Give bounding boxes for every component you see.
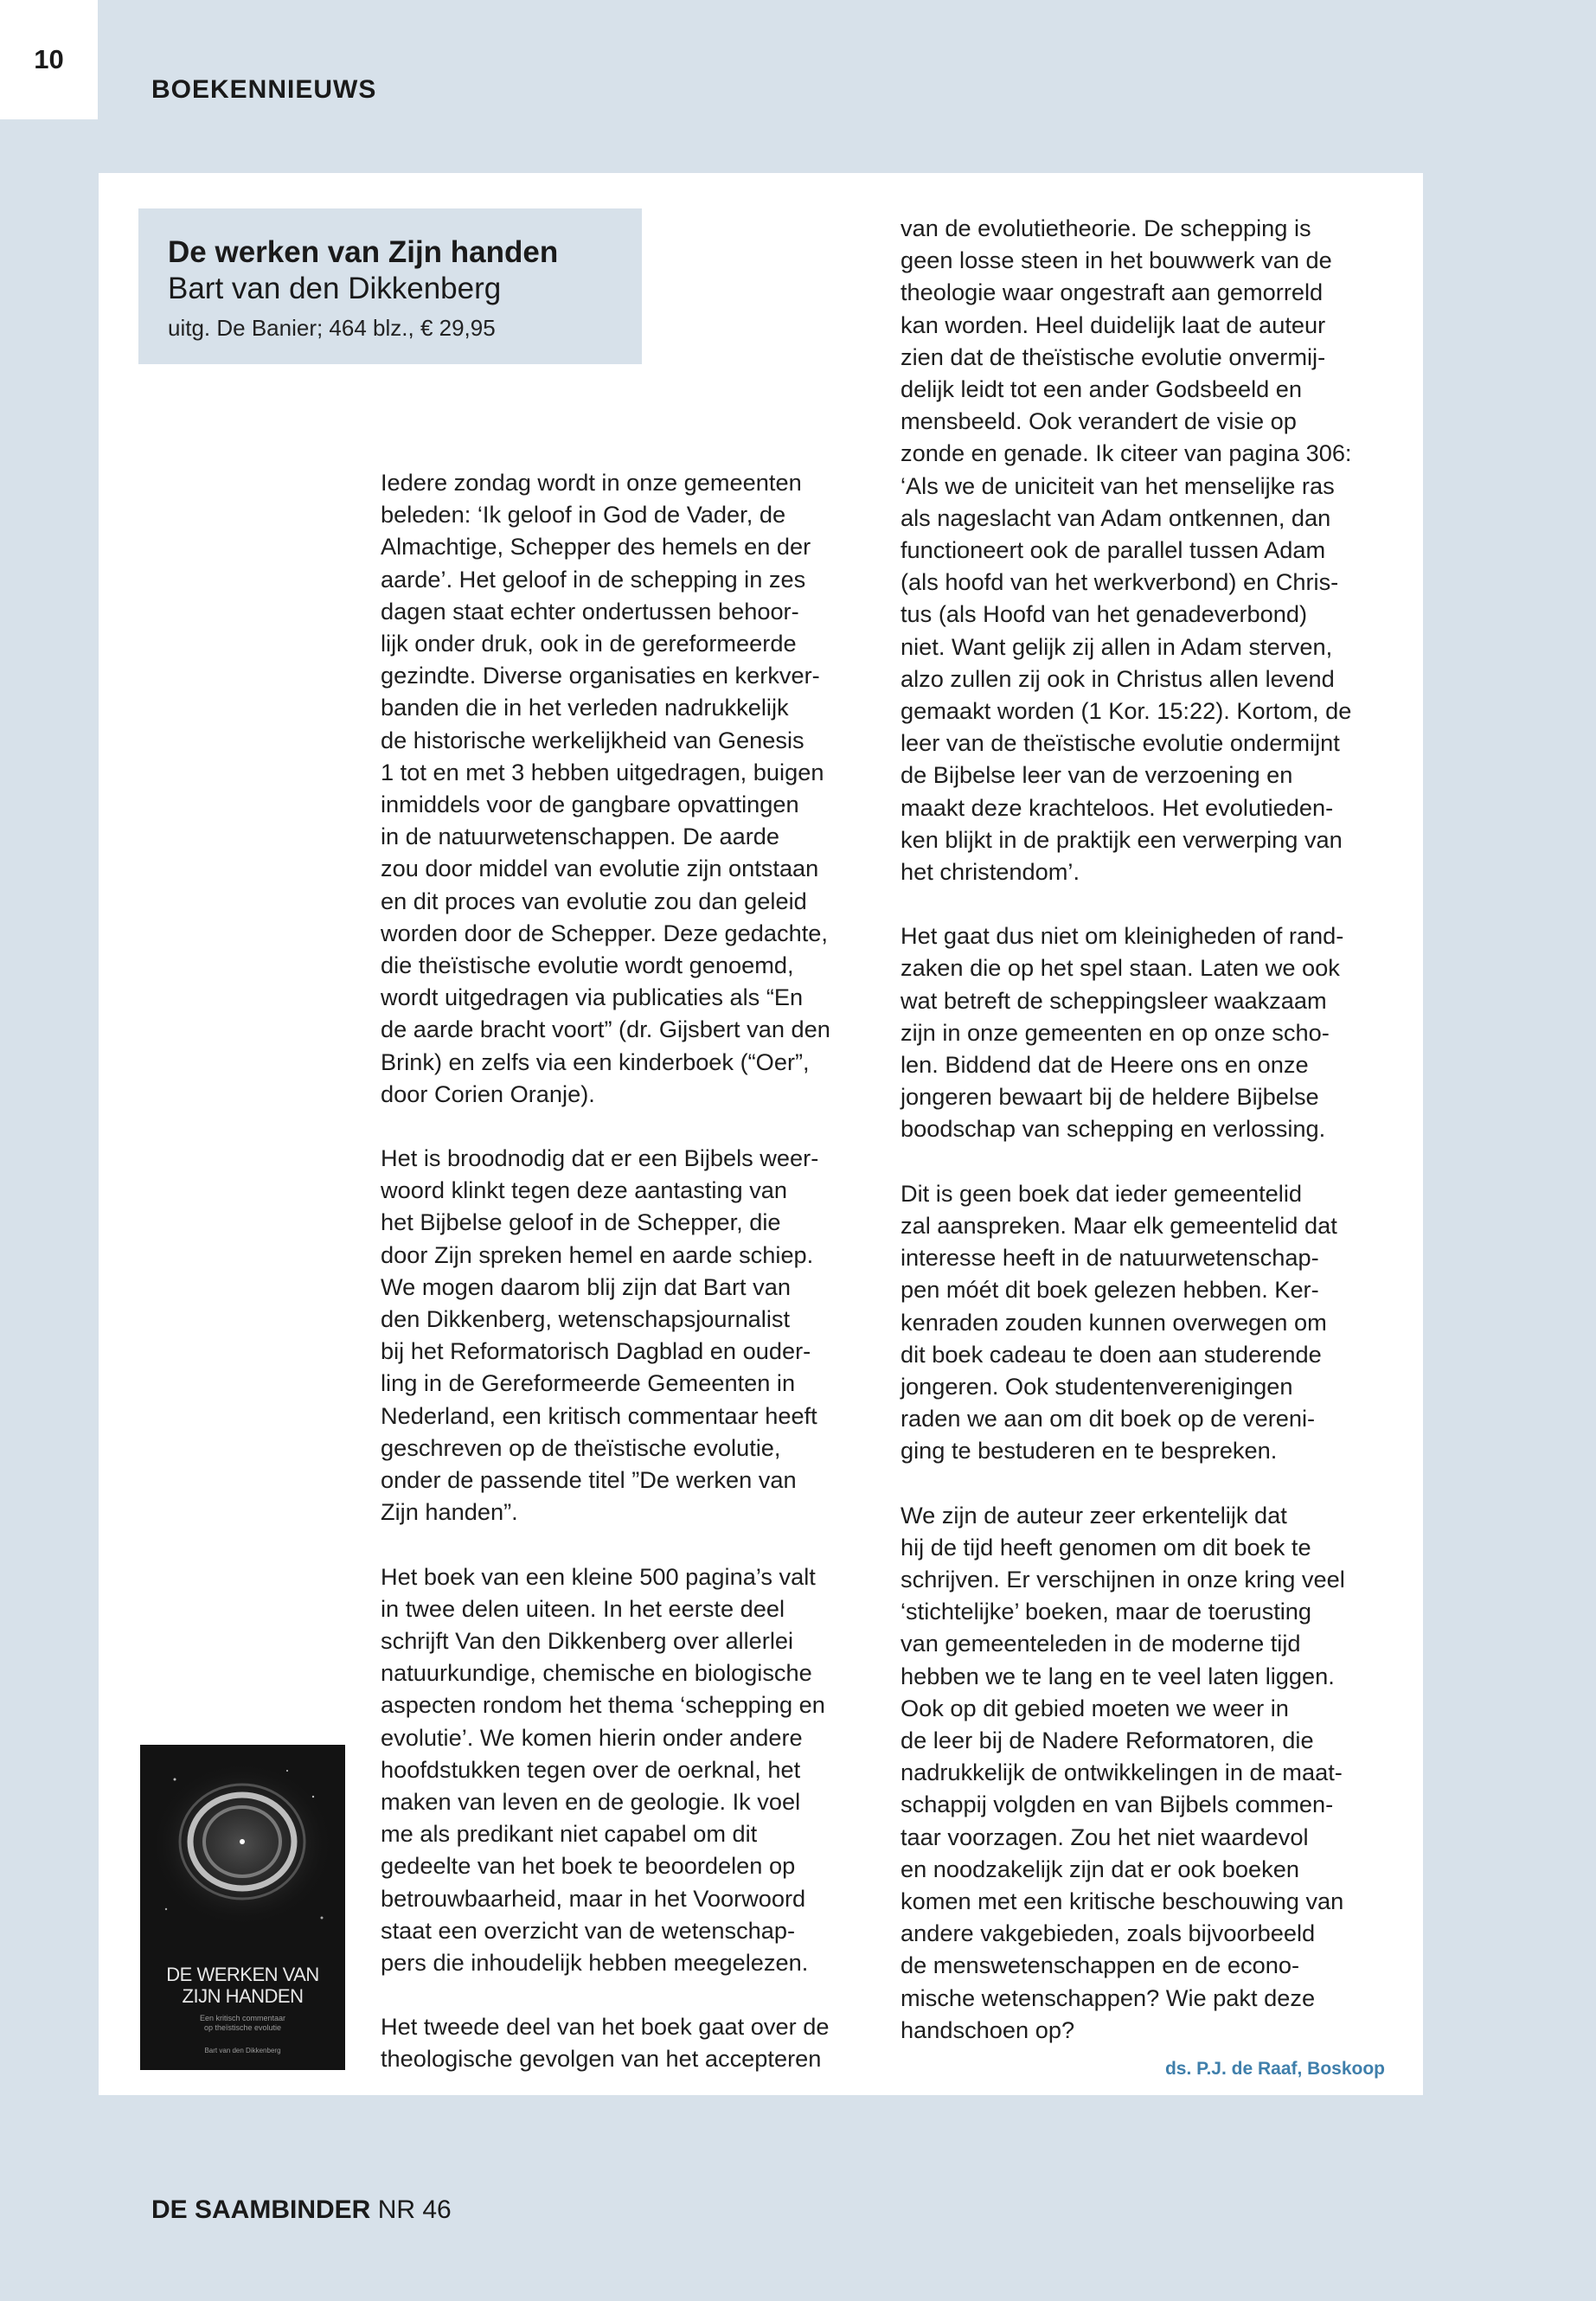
cover-title <box>140 1964 345 2007</box>
cover-subtitle: Een kritisch commentaar op theïstische evolutie <box>199 2014 286 2032</box>
article-column-left <box>381 466 865 2107</box>
book-cover-image <box>140 1745 345 2070</box>
cover-title-line: ZIJN HANDEN <box>182 1985 304 2007</box>
paragraph: Het is broodnodig dat er een Bijbels weer- woord klinkt tegen deze aantasting van het Bijbelse geloof in de Schepper, die door Zijn spreken hemel en aarde schiep. We mogen daarom blij zijn dat Bart van den Dikkenberg, wetenschapsjournalist bij het Reformatorisch Dagblad en ouder- ling in de Gereformeerde Gemeenten in Nederland, een kritisch commentaar heeft geschreven op de theïstische evolutie, onder de passende titel ”De werken van Zijn handen”. <box>381 1144 819 1526</box>
cover-title-line: DE WERKEN VAN <box>166 1964 319 1985</box>
article-card <box>99 173 1423 2095</box>
paragraph: Het tweede deel van het boek gaat over de theologische gevolgen van het accepteren <box>381 2013 830 2073</box>
paragraph: Het boek van een kleine 500 pagina’s valt in twee delen uiteen. In het eerste deel schrijft Van den Dikkenberg over allerlei natuurkundige, chemische en biologische aspecten rondom het thema ‘schepping en evolutie’. We komen hierin onder andere hoofdstukken tegen over de oerknal, het maken van leven en de geologie. Ik voel me als predikant niet capabel om dit gedeelte van het boek te beoordelen op betrouwbaarheid, maar in het Voorwoord staat een overzicht van de wetenschap- pers die inhoudelijk hebben meegelezen. <box>381 1562 825 1976</box>
book-title: De werken van Zijn handen <box>168 235 559 269</box>
paragraph: We zijn de auteur zeer erkentelijk dat hij de tijd heeft genomen om dit boek te schrijven. Er verschijnen in onze kring veel ‘stichtelijke’ boeken, maar de toerusting van gemeenteleden in de moderne tijd hebben we te lang en te veel laten liggen. Ook op dit gebied moeten we weer in de leer bij de Nadere Reformatoren, die nadrukkelijk de ontwikkelingen in de maat- schappij volgden en van Bijbels commen- taar voorzagen. Zou het niet waardevol en noodzakelijk zijn dat er ook boeken komen met een kritische beschouwing van andere vakgebieden, zoals bijvoorbeeld de menswetenschappen en de econo- mische wetenschappen? Wie pakt deze handschoen op? <box>901 1501 1345 2043</box>
paragraph: van de evolutietheorie. De schepping is geen losse steen in het bouwwerk van de theologie waar ongestraft aan gemorreld kan worden. Heel duidelijk laat de auteur zien dat de theïstische evolutie onvermij- delijk leidt tot een ander Godsbeeld en mensbeeld. Ook verandert de visie op zonde en genade. Ik citeer van pagina 306: ‘Als we de uniciteit van het menselijke ras als nageslacht van Adam ontkennen, dan functioneert ook de parallel tussen Adam (als hoofd van het werkverbond) en Chris- tus (als Hoofd van het genadeverbond) niet. Want gelijk zij allen in Adam sterven, alzo zullen zij ook in Christus allen levend gemaakt worden (1 Kor. 15:22). Kortom, de leer van de theïstische evolutie ondermijnt de Bijbelse leer van de verzoening en maakt deze krachteloos. Het evolutieden- ken blijkt in de praktijk een verwerping van het christendom’. <box>901 215 1352 886</box>
paragraph: Het gaat dus niet om kleinigheden of rand- zaken die op het spel staan. Laten we ook wat betreft de scheppingsleer waakzaam zijn in onze gemeenten en op onze scho- len. Biddend dat de Heere ons en onze jongeren bewaart bij de heldere Bijbelse boodschap van schepping en verlossing. <box>901 922 1344 1143</box>
magazine-name: DE SAAMBINDER <box>151 2195 371 2224</box>
paragraph: Iedere zondag wordt in onze gemeenten beleden: ‘Ik geloof in God de Vader, de Almachtige, Schepper des hemels en der aarde’. Het geloof in de schepping in zes dagen staat echter ondertussen behoor- lijk onder druk, ook in de gereformeerde gezindte. Diverse organisaties en kerkver- banden die in het verleden nadrukkelijk de historische werkelijkheid van Genesis 1 tot en met 3 hebben uitgedragen, buigen inmiddels voor de gangbare opvattingen in de natuurwetenschappen. De aarde zou door middel van evolutie zijn ontstaan en dit proces van evolutie zou dan geleid worden door de Schepper. Deze gedachte, die theïstische evolutie wordt genoemd, wordt uitgedragen via publicaties als “En de aarde bracht voort” (dr. Gijsbert van den Brink) en zelfs via een kinderboek (“Oer”, door Corien Oranje). <box>381 469 830 1107</box>
section-title: BOEKENNIEUWS <box>151 75 377 104</box>
page-number: 10 <box>0 0 98 119</box>
article-column-right <box>901 212 1385 2085</box>
book-details: uitg. De Banier; 464 blz., € 29,95 <box>168 315 496 341</box>
footer <box>151 2195 452 2225</box>
article-signature: ds. P.J. de Raaf, Boskoop <box>1164 2058 1385 2079</box>
book-author: Bart van den Dikkenberg <box>168 272 502 305</box>
issue-number: NR 46 <box>370 2195 452 2224</box>
book-info-box <box>138 208 642 364</box>
paragraph: Dit is geen boek dat ieder gemeentelid zal aanspreken. Maar elk gemeentelid dat interesse heeft in de natuurwetenschap- pen móét dit boek gelezen hebben. Ker- kenraden zouden kunnen overwegen om dit boek cadeau te doen aan studerende jongeren. Ook studentenverenigingen raden we aan om dit boek op de vereni- ging te bestuderen en te bespreken. <box>901 1179 1337 1465</box>
cover-author: Bart van den Dikkenberg <box>204 2047 281 2054</box>
